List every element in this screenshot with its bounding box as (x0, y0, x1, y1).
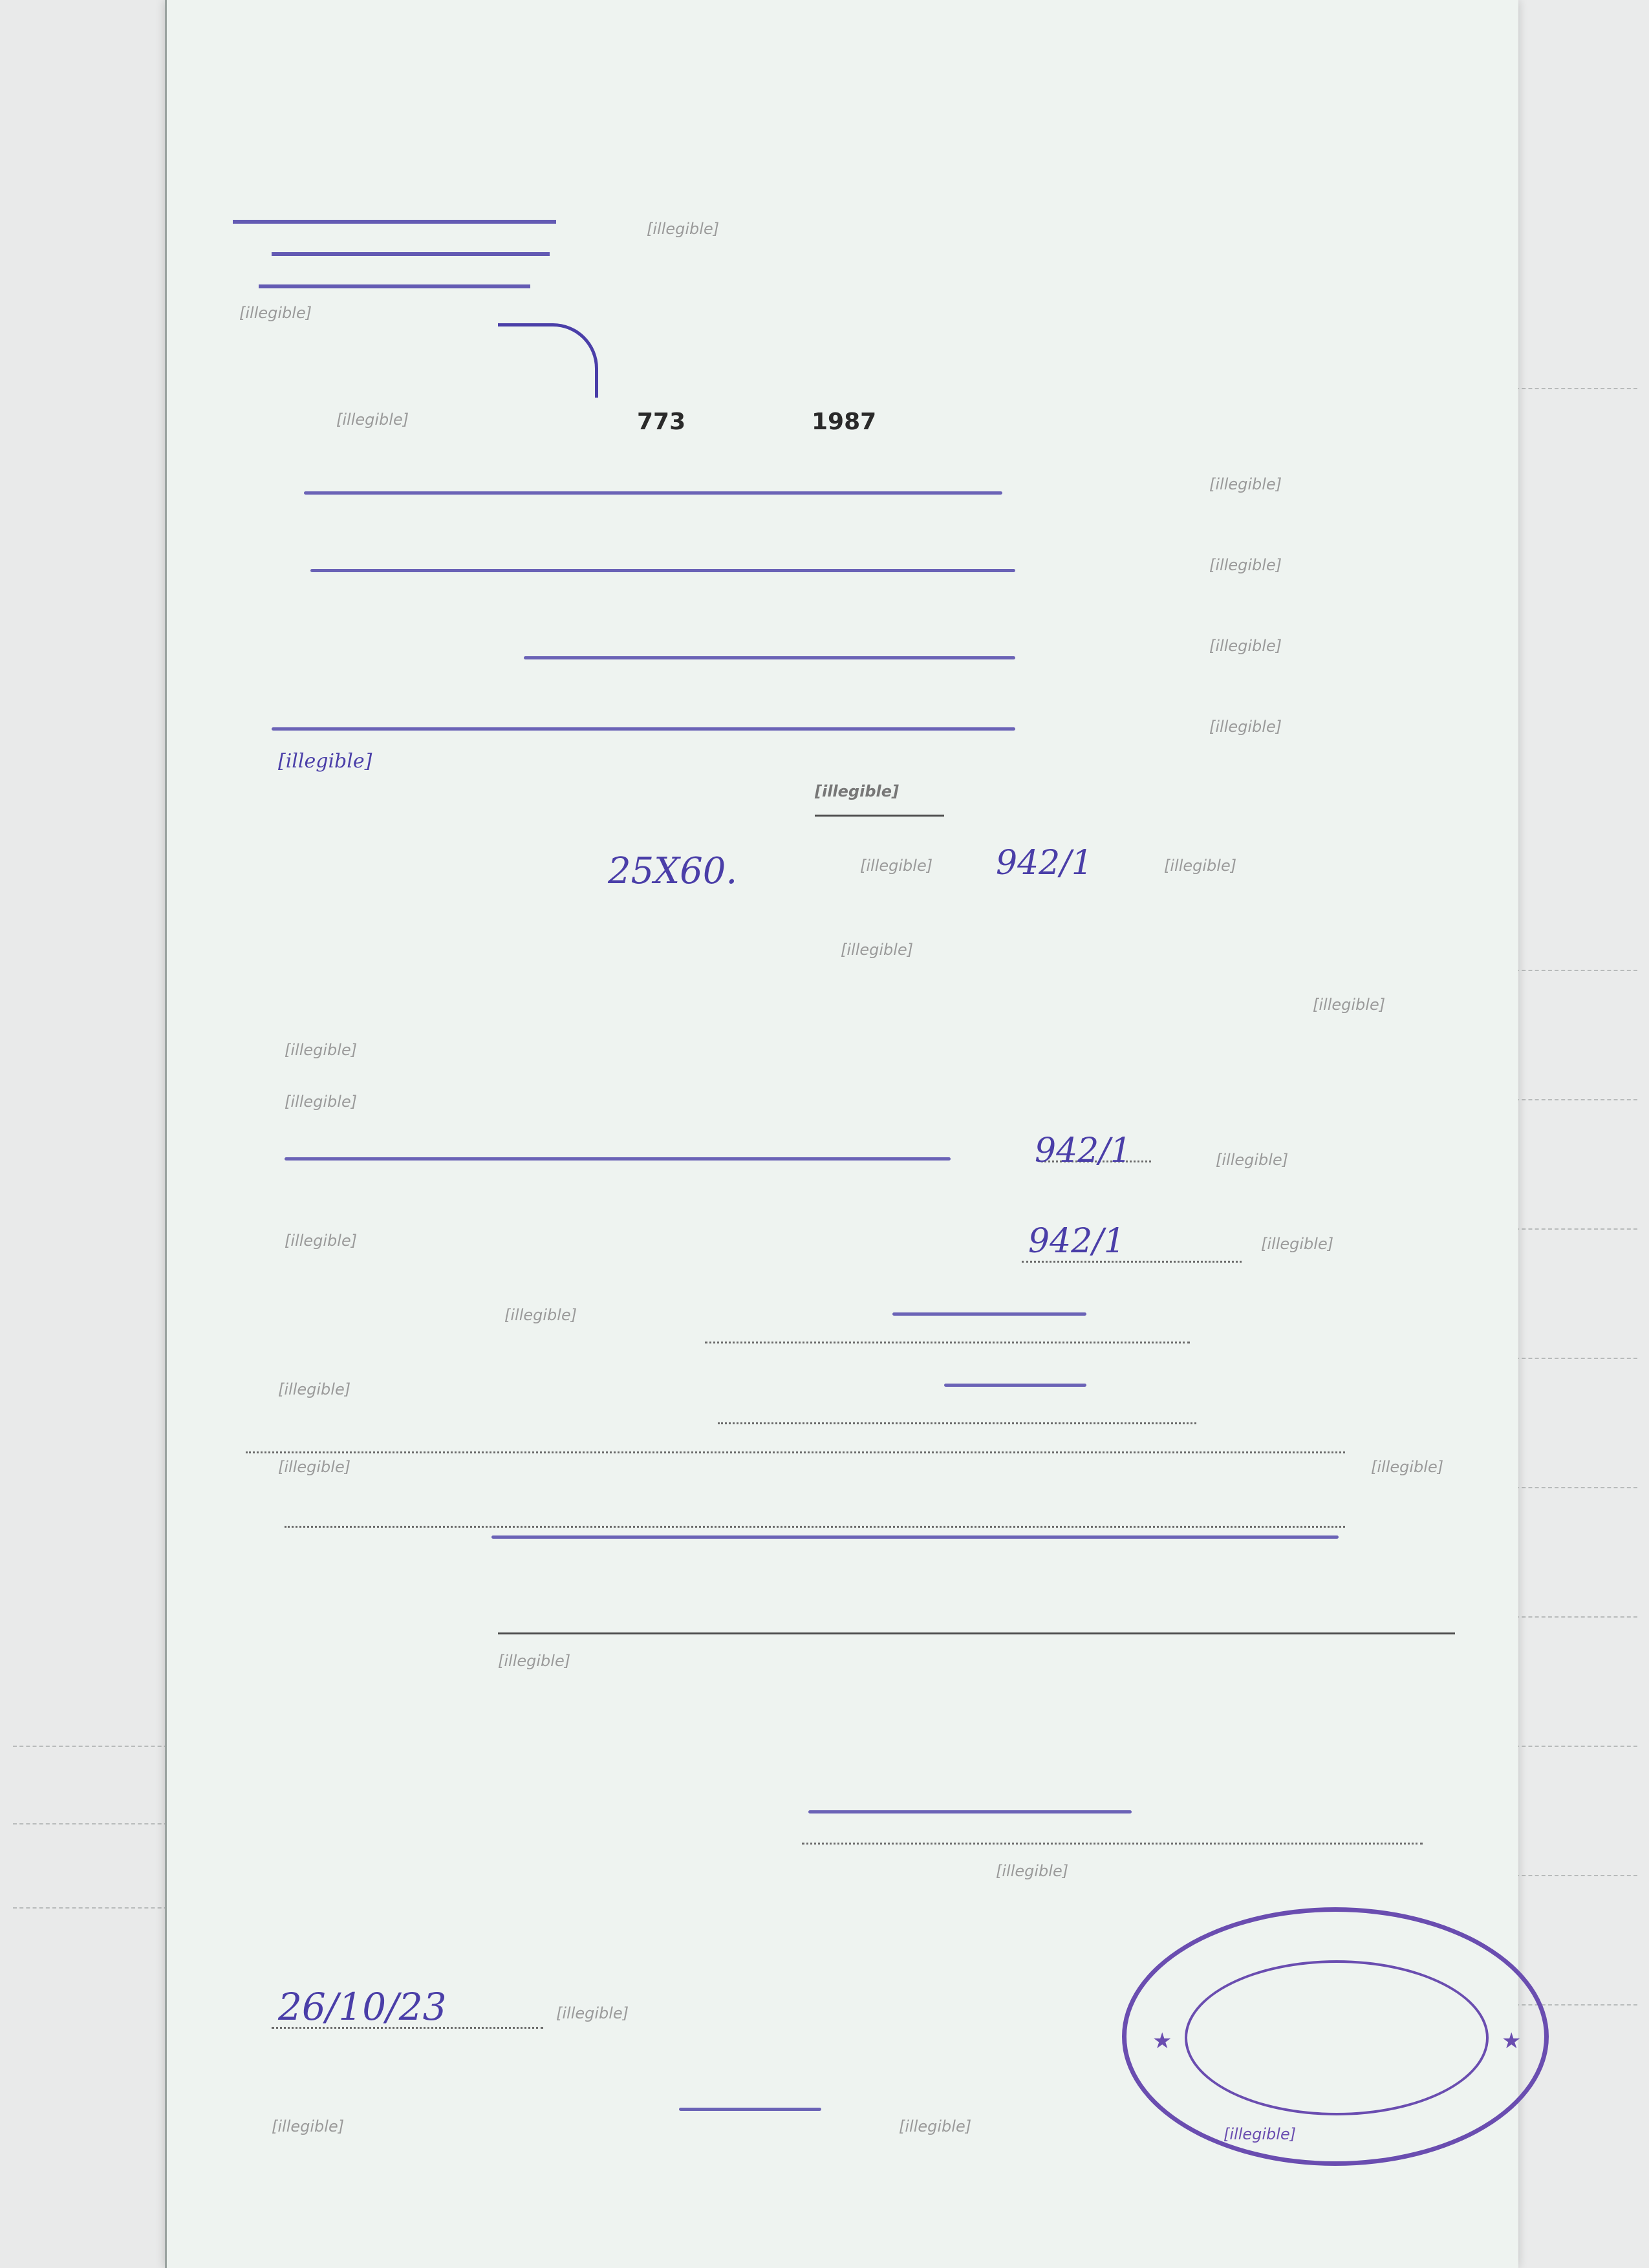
label-row: [illegible] (1209, 637, 1282, 655)
survey-number-field: 942/1 (1028, 1222, 1125, 1261)
stamp-text: [illegible] (1223, 2125, 1297, 2143)
survey-number-entry-2: 942/1 (1035, 1131, 1132, 1170)
printed-body-line: [illegible] (278, 1458, 351, 1476)
handwritten-text: [illegible] (278, 750, 372, 773)
subject-underline (498, 1632, 1455, 1634)
label-date: [illegible] (556, 2004, 629, 2022)
handwritten-entry (272, 727, 1015, 731)
printed-body-line: [illegible] (1371, 1458, 1444, 1476)
printed-line-order: [illegible] (336, 411, 409, 429)
handwritten-entry (679, 2108, 821, 2111)
star-icon: ★ (1152, 2028, 1172, 2054)
label-survey-no: [illegible] (1164, 857, 1237, 875)
printed-body-line: [illegible] (285, 1041, 358, 1059)
printed-body-line: [illegible] (285, 1093, 358, 1111)
printed-body-line: [illegible] (996, 1862, 1069, 1880)
seal-caption: [illegible] (647, 220, 720, 238)
official-seal-block (233, 207, 569, 336)
date-entry: 26/10/23 (278, 1985, 447, 2029)
label-dimension: [illegible] (860, 857, 933, 875)
underlying-sheet-left (0, 0, 189, 2268)
label-row: [illegible] (1209, 718, 1282, 736)
subject-line: [illegible] (498, 1652, 571, 1670)
handwritten-entry (304, 491, 1002, 495)
star-icon: ★ (1502, 2028, 1522, 2054)
sheet-rule (13, 1823, 175, 1824)
heading-underline (815, 815, 944, 817)
printed-body-line: [illegible] (504, 1306, 577, 1324)
section-heading: [illegible] (815, 782, 899, 800)
label-office-right: [illegible] (272, 2117, 345, 2135)
printed-year: 1987 (812, 409, 877, 435)
label-office: [illegible] (899, 2117, 972, 2135)
handwritten-entry (285, 1157, 951, 1161)
printed-body-line: [illegible] (841, 941, 914, 959)
printed-body-line: [illegible] (278, 1380, 351, 1398)
sheet-rule (13, 1907, 175, 1909)
dimension-entry: 25X60. (608, 850, 738, 892)
handwritten-entry (944, 1384, 1086, 1387)
survey-number-entry: 942/1 (996, 844, 1093, 883)
handwritten-entry (524, 656, 1015, 659)
handwritten-entry (310, 569, 1015, 572)
printed-body-line: [illegible] (1313, 996, 1386, 1014)
label-row: [illegible] (1209, 556, 1282, 574)
printed-body-line: [illegible] (285, 1232, 358, 1250)
signature-mark (498, 323, 598, 398)
printed-body-line: [illegible] (1261, 1235, 1334, 1253)
label-row: [illegible] (1209, 475, 1282, 493)
printed-body-line: [illegible] (1216, 1151, 1289, 1169)
handwritten-entry (808, 1810, 1132, 1813)
handwritten-entry (491, 1535, 1339, 1539)
seal-text: [illegible] (239, 304, 312, 322)
office-stamp (1122, 1907, 1549, 2166)
printed-order-no: 773 (637, 409, 686, 435)
handwritten-entry (892, 1312, 1086, 1316)
sheet-rule (13, 1746, 175, 1747)
